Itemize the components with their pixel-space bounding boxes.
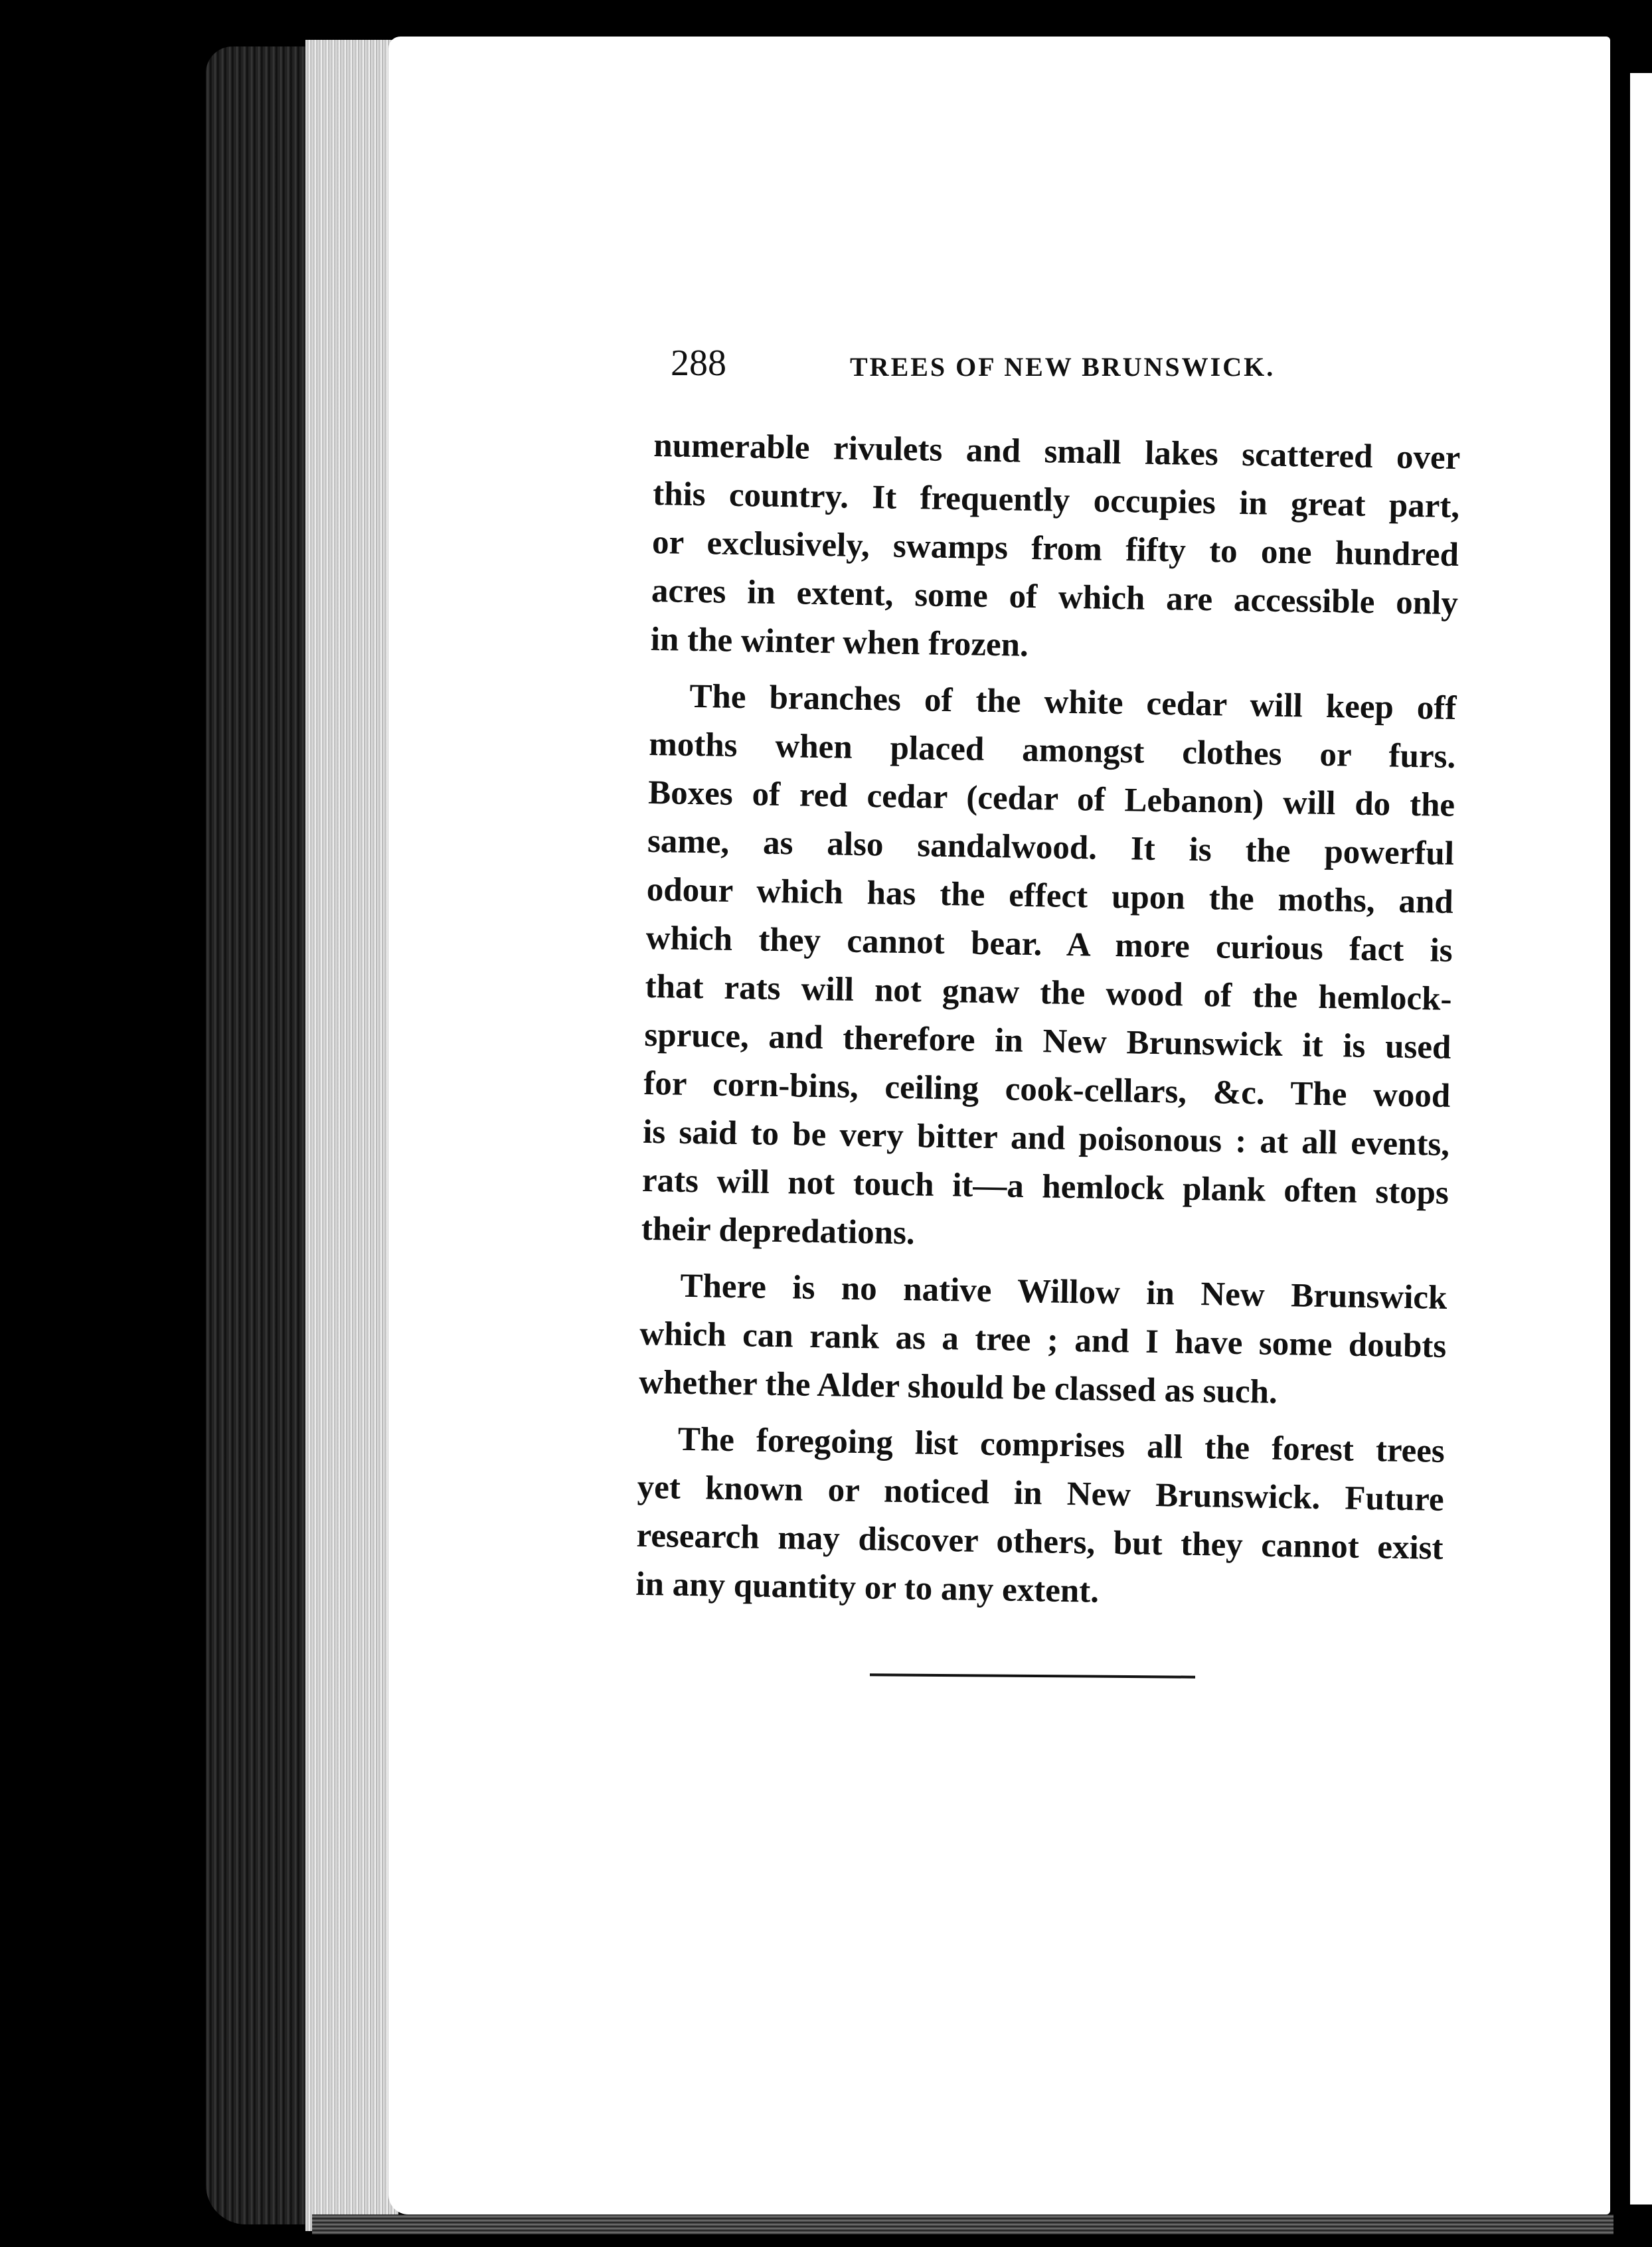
text-line: Boxes of red cedar (cedar of Lebanon) will do the [647,774,1455,825]
paragraph-1 [650,422,1461,677]
text-line: which they cannot bear. A more curious fact is [645,919,1453,969]
text-line: acres in extent, some of which are accessible only [651,572,1459,623]
text-line: or exclusively, swamps from fifty to one hundred [651,523,1459,574]
text-line: numerable rivulets and small lakes scattered over [653,426,1461,477]
body-text [635,422,1461,1622]
text-line: rats will not touch it—a hemlock plank often stops [641,1161,1449,1212]
text-line: There is no native Willow in New Brunswick [680,1267,1447,1317]
text-line: that rats will not gnaw the wood of the hemlock- [645,967,1452,1018]
text-line: for corn-bins, ceiling cook-cellars, &c. The wood [643,1064,1451,1115]
page-number: 288 [671,343,726,384]
text-line: spruce, and therefore in New Brunswick it is used [644,1016,1451,1066]
gutter-shadow [1610,60,1630,2211]
text-line: whether the Alder should be classed as such. [638,1363,1278,1411]
text-line: moths when placed amongst clothes or furs. [648,725,1456,776]
text-line: which can rank as a tree ; and I have some doubts [639,1315,1447,1365]
text-line: their depredations. [641,1210,916,1252]
page-edges [305,40,398,2231]
text-line: in the winter when frozen. [650,620,1029,664]
text-line: research may discover others, but they cannot exist [636,1517,1444,1567]
paragraph-3 [639,1262,1447,1420]
paragraph-2 [641,672,1457,1266]
text-line: in any quantity or to any extent. [635,1565,1100,1610]
text-line: The foregoing list comprises all the forest trees [677,1420,1446,1470]
text-line: The branches of the white cedar will keep off [689,677,1457,728]
text-line: same, as also sandalwood. It is the powerful [647,822,1455,873]
facing-page-sliver [1630,73,1652,2205]
text-line: yet known or noticed in New Brunswick. Future [637,1468,1445,1519]
running-title: TREES OF NEW BRUNSWICK. [850,352,1276,382]
running-head [671,342,1281,388]
text-line: odour which has the effect upon the moths, and [646,871,1454,921]
bottom-page-edges [312,2214,1613,2234]
text-line: is said to be very bitter and poisonous : at all events, [642,1113,1450,1163]
paragraph-4 [635,1415,1445,1622]
text-line: this country. It frequently occupies in great part, [652,475,1460,526]
